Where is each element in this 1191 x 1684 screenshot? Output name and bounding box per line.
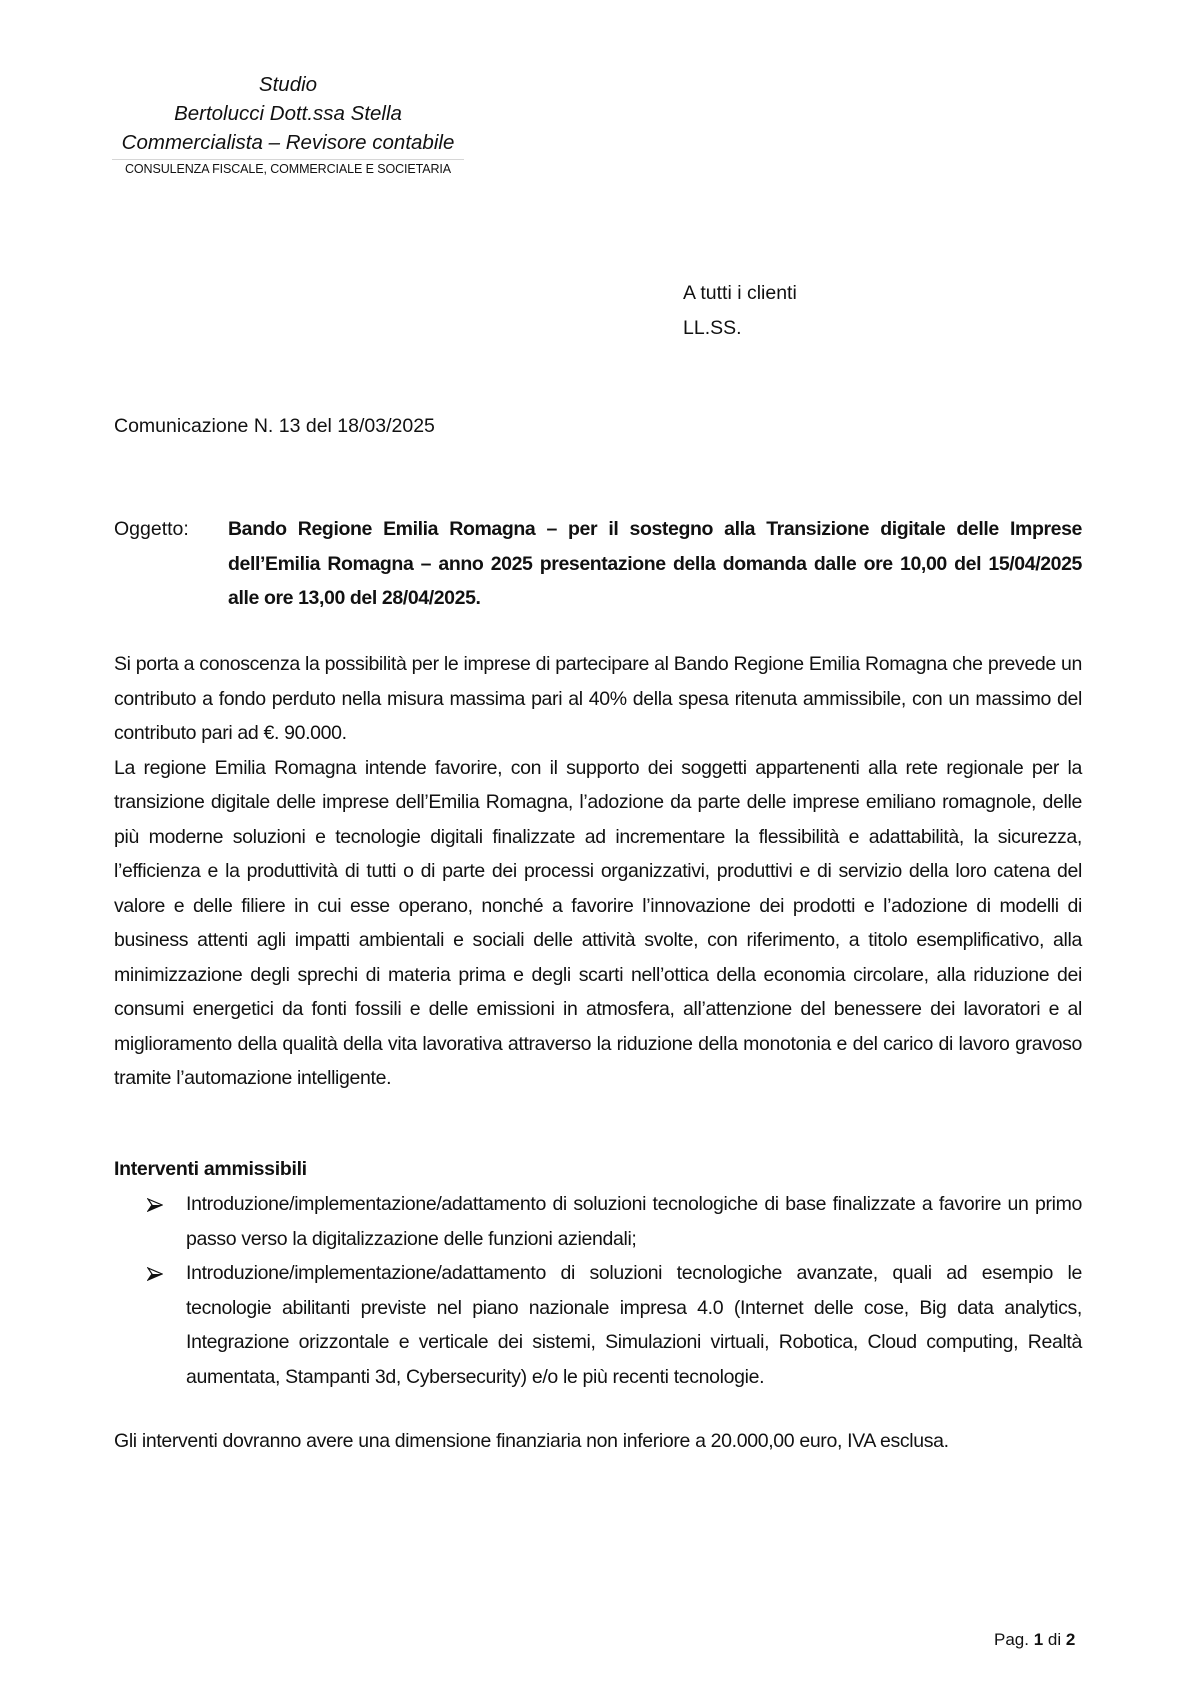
recipient-block [683, 276, 797, 346]
closing-paragraph: Gli interventi dovranno avere una dimensione finanziaria non inferiore a 20.000,00 euro, IVA esclusa. [114, 1430, 949, 1452]
arrowhead-bullet-icon [147, 1198, 163, 1212]
communication-reference: Comunicazione N. 13 del 18/03/2025 [114, 415, 435, 437]
body-text [114, 647, 1082, 1096]
section-title-interventions: Interventi ammissibili [114, 1158, 307, 1180]
list-item [114, 1256, 1082, 1394]
letterhead-studio: Studio [258, 73, 318, 96]
page-number [994, 1628, 1075, 1652]
paragraph-intro: Si porta a conoscenza la possibilità per le imprese di partecipare al Bando Regione Emilia Romagna che prevede un contributo a fondo perduto nella misura massima pari al 40% della spesa ritenuta ammissibile, con un massimo del contributo pari ad €. 90.000. [114, 653, 1082, 744]
list-item [114, 1187, 1082, 1256]
list-item-text: Introduzione/implementazione/adattamento di soluzioni tecnologiche di base finalizzate a favorire un primo passo verso la digitalizzazione delle funzioni aziendali; [186, 1193, 1082, 1250]
page-separator: di [1047, 1630, 1062, 1649]
list-item-text: Introduzione/implementazione/adattamento di soluzioni tecnologiche avanzate, quali ad esempio le tecnologie abilitanti previste nel piano nazionale impresa 4.0 (Internet delle cose, Big data analytics, Integrazione orizzontale e verticale dei sistemi, Simulazioni virtuali, Robotica, Cloud computing, Realtà aumentata, Stampanti 3d, Cybersecurity) e/o le più recenti tecnologie. [186, 1262, 1082, 1388]
subject-label: Oggetto: [114, 518, 189, 540]
page-prefix: Pag. [994, 1630, 1029, 1649]
total-pages: 2 [1065, 1630, 1076, 1649]
recipient-line-2: LL.SS. [683, 317, 742, 339]
recipient-line-1: A tutti i clienti [683, 282, 797, 304]
letterhead-subtitle: CONSULENZA FISCALE, COMMERCIALE E SOCIETARIA [125, 162, 451, 176]
letterhead [112, 70, 464, 178]
interventions-list [114, 1187, 1082, 1394]
arrowhead-bullet-icon [147, 1267, 163, 1281]
letterhead-name: Bertolucci Dott.ssa Stella [174, 102, 402, 125]
letterhead-profession: Commercialista – Revisore contabile [121, 131, 455, 154]
current-page: 1 [1033, 1630, 1044, 1649]
subject-text: Bando Regione Emilia Romagna – per il sostegno alla Transizione digitale delle Imprese dell’Emilia Romagna – anno 2025 presentazione della domanda dalle ore 10,00 del 15/04/2025 alle ore 13,00 del 28/04/2025. [228, 518, 1082, 609]
paragraph-objectives: La regione Emilia Romagna intende favorire, con il supporto dei soggetti appartenenti alla rete regionale per la transizione digitale delle imprese dell’Emilia Romagna, l’adozione da parte delle imprese emiliano romagnole, delle più moderne soluzioni e tecnologie digitali finalizzate ad incrementare la flessibilità e adattabilità, la sicurezza, l’efficienza e la produttività di tutti o di parte dei processi organizzativi, produttivi e di servizio della loro catena del valore e delle filiere in cui esse operano, nonché a favorire l’innovazione dei prodotti e l’adozione di modelli di business attenti agli impatti ambientali e sociali delle attività svolte, con riferimento, a titolo esemplificativo, alla minimizzazione degli sprechi di materia prima e degli scarti nell’ottica della economia circolare, alla riduzione dei consumi energetici da fonti fossili e delle emissioni in atmosfera, all’attenzione del benessere dei lavoratori e al miglioramento della qualità della vita lavorativa attraverso la riduzione della monotonia e del carico di lavoro gravoso tramite l’automazione intelligente. [114, 756, 1082, 1089]
